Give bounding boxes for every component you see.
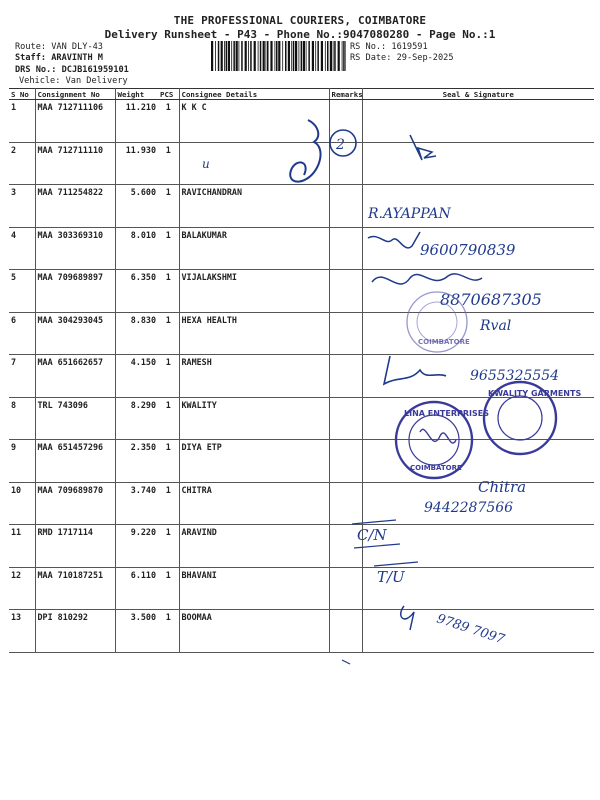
cell-remarks	[329, 270, 362, 313]
cell-weight: 8.010	[115, 227, 158, 270]
barcode-bar	[239, 41, 240, 71]
barcode-bar	[221, 41, 223, 71]
cell-remarks	[329, 397, 362, 440]
barcode-bar	[224, 41, 225, 71]
cell-seal-signature	[362, 270, 594, 313]
barcode-bar	[258, 41, 259, 71]
row7-phone: 9655325554	[470, 368, 560, 384]
barcode-bar	[267, 41, 269, 71]
barcode-bar	[260, 41, 262, 71]
barcode-bar	[327, 41, 329, 71]
barcode-bar	[270, 41, 272, 71]
header-seal: Seal & Signature	[362, 89, 594, 100]
cell-pcs: 1	[158, 567, 179, 610]
cell-weight: 3.500	[115, 610, 158, 653]
row10-signature: Chitra	[478, 478, 527, 496]
rs-no-line	[350, 42, 428, 52]
cell-remarks	[329, 355, 362, 398]
cell-sno: 8	[9, 397, 35, 440]
cell-consignee: K K C	[179, 100, 329, 143]
barcode-bar	[266, 41, 267, 71]
barcode-bar	[312, 41, 314, 71]
row10-phone: 9442287566	[424, 500, 514, 516]
cell-remarks	[329, 312, 362, 355]
table-row	[9, 397, 594, 440]
cell-pcs: 1	[158, 610, 179, 653]
cell-pcs: 1	[158, 397, 179, 440]
cell-seal-signature	[362, 355, 594, 398]
barcode-bar	[245, 41, 247, 71]
cell-remarks	[329, 100, 362, 143]
route-value: VAN DLY-43	[51, 42, 103, 52]
row6-signature: Rval	[480, 318, 512, 334]
cell-sno: 9	[9, 440, 35, 483]
cell-sno: 1	[9, 100, 35, 143]
barcode-bar	[278, 41, 280, 71]
drs-value: DCJB161959101	[61, 65, 129, 75]
route-label: Route:	[15, 42, 47, 52]
route-line	[15, 42, 103, 52]
barcode-bar	[299, 41, 300, 71]
company-title: THE PROFESSIONAL COURIERS, COIMBATORE	[173, 14, 427, 27]
cell-consignee: KWALITY	[179, 397, 329, 440]
cell-seal-signature	[362, 397, 594, 440]
cell-remarks	[329, 567, 362, 610]
cell-pcs: 1	[158, 525, 179, 568]
barcode-bar	[343, 41, 345, 71]
barcode-bar	[226, 41, 228, 71]
cell-sno: 12	[9, 567, 35, 610]
drs-label: DRS No.:	[15, 65, 57, 75]
cell-seal-signature	[362, 142, 594, 185]
rs-date-line	[350, 53, 454, 63]
cell-sno: 10	[9, 482, 35, 525]
barcode-bar	[248, 41, 249, 71]
cell-sno: 7	[9, 355, 35, 398]
header-pcs: PCS	[158, 89, 179, 100]
row11-mark: C/N	[357, 526, 387, 544]
cell-seal-signature	[362, 482, 594, 525]
barcode-bar	[291, 41, 292, 71]
cell-remarks	[329, 142, 362, 185]
footer-mark	[342, 660, 350, 664]
cell-sno: 6	[9, 312, 35, 355]
staff-label: Staff:	[15, 53, 47, 63]
barcode-bar	[338, 41, 340, 71]
cell-seal-signature	[362, 525, 594, 568]
table-row	[9, 440, 594, 483]
header-consignee: Consignee Details	[179, 89, 329, 100]
cell-consignment-no: MAA 712711106	[35, 100, 115, 143]
barcode-bar	[236, 41, 238, 71]
cell-consignee: HEXA HEALTH	[179, 312, 329, 355]
cell-sno: 4	[9, 227, 35, 270]
cell-remarks	[329, 525, 362, 568]
vehicle-label: Vehicle:	[19, 76, 61, 86]
cell-remarks	[329, 227, 362, 270]
barcode-bar	[306, 41, 307, 71]
barcode-bar	[315, 41, 316, 71]
barcode-bar	[218, 41, 220, 71]
table-row	[9, 142, 594, 185]
stamp1-text: COIMBATORE	[418, 338, 470, 346]
cell-sno: 2	[9, 142, 35, 185]
barcode-bar	[215, 41, 216, 71]
cell-consignee	[179, 142, 329, 185]
cell-pcs: 1	[158, 142, 179, 185]
cell-remarks	[329, 610, 362, 653]
table-row	[9, 525, 594, 568]
table-row	[9, 312, 594, 355]
barcode-bar	[282, 41, 283, 71]
stamp2-bottom-text: COIMBATORE	[410, 464, 462, 472]
cell-seal-signature	[362, 312, 594, 355]
barcode-bar	[330, 41, 332, 71]
table-row	[9, 482, 594, 525]
barcode-bar	[228, 41, 230, 71]
barcode-bar	[342, 41, 343, 71]
staff-value: ARAVINTH M	[51, 53, 103, 63]
cell-seal-signature	[362, 440, 594, 483]
row1-circle-mark: 2	[336, 137, 345, 153]
rs-date-value: 29-Sep-2025	[396, 53, 454, 63]
barcode-bar	[254, 41, 256, 71]
cell-consignment-no: DPI 810292	[35, 610, 115, 653]
cell-pcs: 1	[158, 100, 179, 143]
cell-seal-signature	[362, 227, 594, 270]
cell-pcs: 1	[158, 312, 179, 355]
barcode	[211, 41, 346, 71]
cell-pcs: 1	[158, 227, 179, 270]
cell-consignment-no: MAA 651457296	[35, 440, 115, 483]
barcode-bar	[293, 41, 295, 71]
barcode-bar	[301, 41, 303, 71]
cell-consignment-no: MAA 710187251	[35, 567, 115, 610]
table-row	[9, 610, 594, 653]
vehicle-line	[19, 76, 128, 86]
cell-pcs: 1	[158, 440, 179, 483]
barcode-bar	[233, 41, 235, 71]
barcode-bar	[241, 41, 243, 71]
barcode-bar	[334, 41, 336, 71]
cell-consignment-no: RMD 1717114	[35, 525, 115, 568]
header-weight: Weight	[115, 89, 158, 100]
row12-mark: T/U	[377, 568, 405, 586]
stamp2-top-text: LINA ENTERPRISES	[404, 409, 489, 418]
row13-phone: 9789 7097	[434, 611, 507, 648]
barcode-bar	[285, 41, 287, 71]
barcode-bar	[325, 41, 326, 71]
barcode-bar	[263, 41, 265, 71]
cell-consignment-no: MAA 709689897	[35, 270, 115, 313]
staff-line	[15, 53, 103, 63]
barcode-bar	[333, 41, 334, 71]
barcode-bar	[231, 41, 232, 71]
cell-consignment-no: MAA 651662657	[35, 355, 115, 398]
cell-consignee: BALAKUMAR	[179, 227, 329, 270]
cell-remarks	[329, 482, 362, 525]
cell-weight: 6.350	[115, 270, 158, 313]
row5-phone: 8870687305	[440, 290, 542, 309]
cell-consignment-no: MAA 712711110	[35, 142, 115, 185]
cell-weight: 5.600	[115, 185, 158, 228]
cell-consignment-no: TRL 743096	[35, 397, 115, 440]
header-remarks: Remarks	[329, 89, 362, 100]
cell-sno: 11	[9, 525, 35, 568]
cell-sno: 5	[9, 270, 35, 313]
vehicle-value: Van Delivery	[65, 76, 128, 86]
barcode-bar	[345, 41, 346, 71]
rs-no-label: RS No.:	[350, 42, 387, 52]
cell-weight: 9.220	[115, 525, 158, 568]
cell-consignment-no: MAA 711254822	[35, 185, 115, 228]
cell-weight: 8.290	[115, 397, 158, 440]
cell-weight: 11.210	[115, 100, 158, 143]
barcode-bar	[250, 41, 252, 71]
cell-seal-signature	[362, 567, 594, 610]
cell-pcs: 1	[158, 355, 179, 398]
table-row	[9, 567, 594, 610]
rs-no-value: 1619591	[391, 42, 428, 52]
cell-weight: 11.930	[115, 142, 158, 185]
stamp3-text: KWALITY GARMENTS	[488, 389, 582, 398]
barcode-bar	[308, 41, 310, 71]
cell-weight: 3.740	[115, 482, 158, 525]
row3-signature: R.AYAPPAN	[368, 206, 451, 222]
cell-pcs: 1	[158, 185, 179, 228]
table-row	[9, 355, 594, 398]
header-consignment: Consignment No	[35, 89, 115, 100]
barcode-bar	[288, 41, 290, 71]
barcode-bar	[211, 41, 213, 71]
cell-remarks	[329, 185, 362, 228]
cell-consignee: BOOMAA	[179, 610, 329, 653]
table-header	[9, 89, 594, 100]
cell-seal-signature	[362, 185, 594, 228]
barcode-bar	[295, 41, 297, 71]
cell-weight: 2.350	[115, 440, 158, 483]
barcode-bar	[275, 41, 276, 71]
cell-consignee: CHITRA	[179, 482, 329, 525]
cell-remarks	[329, 440, 362, 483]
runsheet-subtitle: Delivery Runsheet - P43 - Phone No.:9047080280 - Page No.:1	[104, 28, 496, 41]
table-row	[9, 185, 594, 228]
row2-mark: u	[202, 157, 210, 171]
cell-seal-signature	[362, 610, 594, 653]
cell-sno: 13	[9, 610, 35, 653]
table-row	[9, 227, 594, 270]
cell-seal-signature	[362, 100, 594, 143]
table-row	[9, 270, 594, 313]
cell-consignment-no: MAA 303369310	[35, 227, 115, 270]
barcode-bar	[276, 41, 278, 71]
cell-consignee: VIJALAKSHMI	[179, 270, 329, 313]
cell-consignee: BHAVANI	[179, 567, 329, 610]
cell-weight: 4.150	[115, 355, 158, 398]
cell-pcs: 1	[158, 270, 179, 313]
cell-consignee: RAMESH	[179, 355, 329, 398]
barcode-bar	[303, 41, 305, 71]
cell-consignment-no: MAA 304293045	[35, 312, 115, 355]
barcode-bar	[321, 41, 323, 71]
cell-weight: 8.830	[115, 312, 158, 355]
cell-weight: 6.110	[115, 567, 158, 610]
table-row	[9, 100, 594, 143]
cell-consignee: DIYA ETP	[179, 440, 329, 483]
header-sno: S No	[9, 89, 35, 100]
cell-consignee: RAVICHANDRAN	[179, 185, 329, 228]
cell-pcs: 1	[158, 482, 179, 525]
rs-date-label: RS Date:	[350, 53, 392, 63]
cell-consignment-no: MAA 709689870	[35, 482, 115, 525]
barcode-bar	[317, 41, 319, 71]
cell-sno: 3	[9, 185, 35, 228]
cell-consignee: ARAVIND	[179, 525, 329, 568]
runsheet-table	[9, 88, 594, 653]
drs-line	[15, 65, 129, 75]
row4-phone: 9600790839	[420, 241, 516, 259]
